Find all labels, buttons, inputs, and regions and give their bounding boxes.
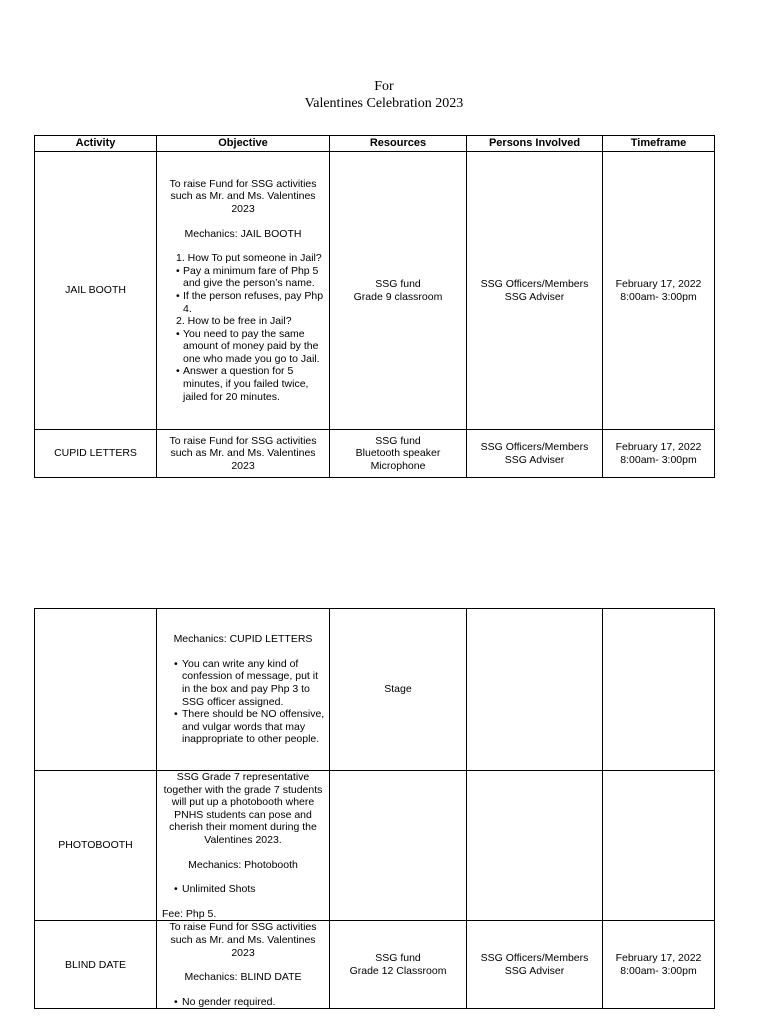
table-row-cupid-letters-continued — [35, 609, 715, 771]
person-item: SSG Adviser — [504, 453, 565, 466]
timeframe-hours: 8:00am- 3:00pm — [620, 453, 697, 466]
document-title-line1: For — [374, 79, 394, 94]
objective-text: To raise Fund for SSG activities such as Mr. and Ms. Valentines 2023 — [169, 177, 317, 215]
resources-cell — [330, 152, 467, 430]
activity-cell — [35, 609, 157, 771]
mechanics-title: Mechanics: BLIND DATE — [184, 971, 302, 984]
numbered-step: 1. How To put someone in Jail? — [176, 252, 322, 265]
bullet-list — [160, 658, 326, 746]
persons-cell — [467, 921, 603, 1009]
objective-text: SSG Grade 7 representative together with the grade 7 students will put up a photobooth where PNHS students can pose and cherish their moment during the Valentines 2023. — [163, 771, 323, 846]
timeframe-date: February 17, 2022 — [615, 277, 702, 290]
timeframe-hours: 8:00am- 3:00pm — [620, 964, 697, 977]
bullet-list — [160, 883, 326, 896]
fee-text: Fee: Php 5. — [162, 907, 217, 920]
activity-cell: BLIND DATE — [35, 921, 157, 1009]
timeframe-cell — [603, 152, 715, 430]
resource-item: Grade 9 classroom — [353, 290, 443, 303]
person-item: SSG Adviser — [504, 964, 565, 977]
timeframe-hours: 8:00am- 3:00pm — [620, 290, 697, 303]
list-item: • Pay a minimum fare of Php 5 and give the person’s name. — [160, 265, 326, 290]
table-row-photobooth — [35, 771, 715, 921]
timeframe-cell — [603, 771, 715, 921]
document-title-line2: Valentines Celebration 2023 — [304, 96, 464, 111]
table-row-blind-date — [35, 921, 715, 1009]
resource-item: SSG fund — [375, 277, 421, 290]
activity-cell: PHOTOBOOTH — [35, 771, 157, 921]
table-row-jail-booth — [35, 152, 715, 430]
timeframe-cell — [603, 609, 715, 771]
objective-cell — [157, 430, 330, 478]
resource-item: Microphone — [370, 459, 426, 472]
resource-item: SSG fund — [375, 952, 421, 965]
list-item: • No gender required. — [160, 996, 326, 1009]
timeframe-date: February 17, 2022 — [615, 952, 702, 965]
list-item: • Answer a question for 5 minutes, if you failed twice, jailed for 20 minutes. — [160, 365, 326, 403]
objective-cell — [157, 921, 330, 1009]
person-item: SSG Officers/Members — [480, 277, 589, 290]
persons-cell — [467, 430, 603, 478]
person-item: SSG Adviser — [504, 290, 565, 303]
numbered-step: 2. How to be free in Jail? — [176, 315, 292, 328]
header-resources: Resources — [330, 136, 467, 152]
list-item: • There should be NO offensive, and vulgar words that may inappropriate to other people. — [160, 708, 326, 746]
objective-text: To raise Fund for SSG activities such as Mr. and Ms. Valentines 2023 — [169, 434, 317, 472]
table-header-row — [35, 136, 715, 152]
timeframe-cell — [603, 921, 715, 1009]
table-row-cupid-letters — [35, 430, 715, 478]
list-item: • You can write any kind of confession of message, put it in the box and pay Php 3 to SSG officer assigned. — [160, 658, 326, 708]
bullet-list — [160, 996, 326, 1009]
header-activity: Activity — [35, 136, 157, 152]
header-persons-involved: Persons Involved — [467, 136, 603, 152]
person-item: SSG Officers/Members — [480, 952, 589, 965]
mechanics-title: Mechanics: Photobooth — [188, 858, 298, 871]
bullet-list — [160, 328, 326, 404]
mechanics-title: Mechanics: JAIL BOOTH — [184, 227, 302, 240]
resources-cell — [330, 921, 467, 1009]
persons-cell — [467, 152, 603, 430]
bullet-list — [160, 265, 326, 315]
objective-cell — [157, 609, 330, 771]
resources-cell: Stage — [330, 609, 467, 771]
mechanics-title: Mechanics: CUPID LETTERS — [173, 633, 313, 646]
resources-cell — [330, 771, 467, 921]
activity-plan-table-continued — [34, 608, 715, 1009]
resources-cell — [330, 430, 467, 478]
resource-item: SSG fund — [375, 434, 421, 447]
list-item: • If the person refuses, pay Php 4. — [160, 290, 326, 315]
persons-cell — [467, 609, 603, 771]
objective-text: To raise Fund for SSG activities such as Mr. and Ms. Valentines 2023 — [169, 921, 317, 959]
resource-item: Grade 12 Classroom — [349, 964, 447, 977]
list-item: • Unlimited Shots — [160, 883, 326, 896]
objective-cell — [157, 771, 330, 921]
person-item: SSG Officers/Members — [480, 440, 589, 453]
header-timeframe: Timeframe — [603, 136, 715, 152]
list-item: • You need to pay the same amount of money paid by the one who made you go to Jail. — [160, 328, 326, 366]
activity-plan-table — [34, 135, 715, 478]
persons-cell — [467, 771, 603, 921]
activity-cell: JAIL BOOTH — [35, 152, 157, 430]
resource-item: Bluetooth speaker — [355, 447, 441, 460]
timeframe-date: February 17, 2022 — [615, 440, 702, 453]
activity-cell: CUPID LETTERS — [35, 430, 157, 478]
header-objective: Objective — [157, 136, 330, 152]
timeframe-cell — [603, 430, 715, 478]
objective-cell — [157, 152, 330, 430]
